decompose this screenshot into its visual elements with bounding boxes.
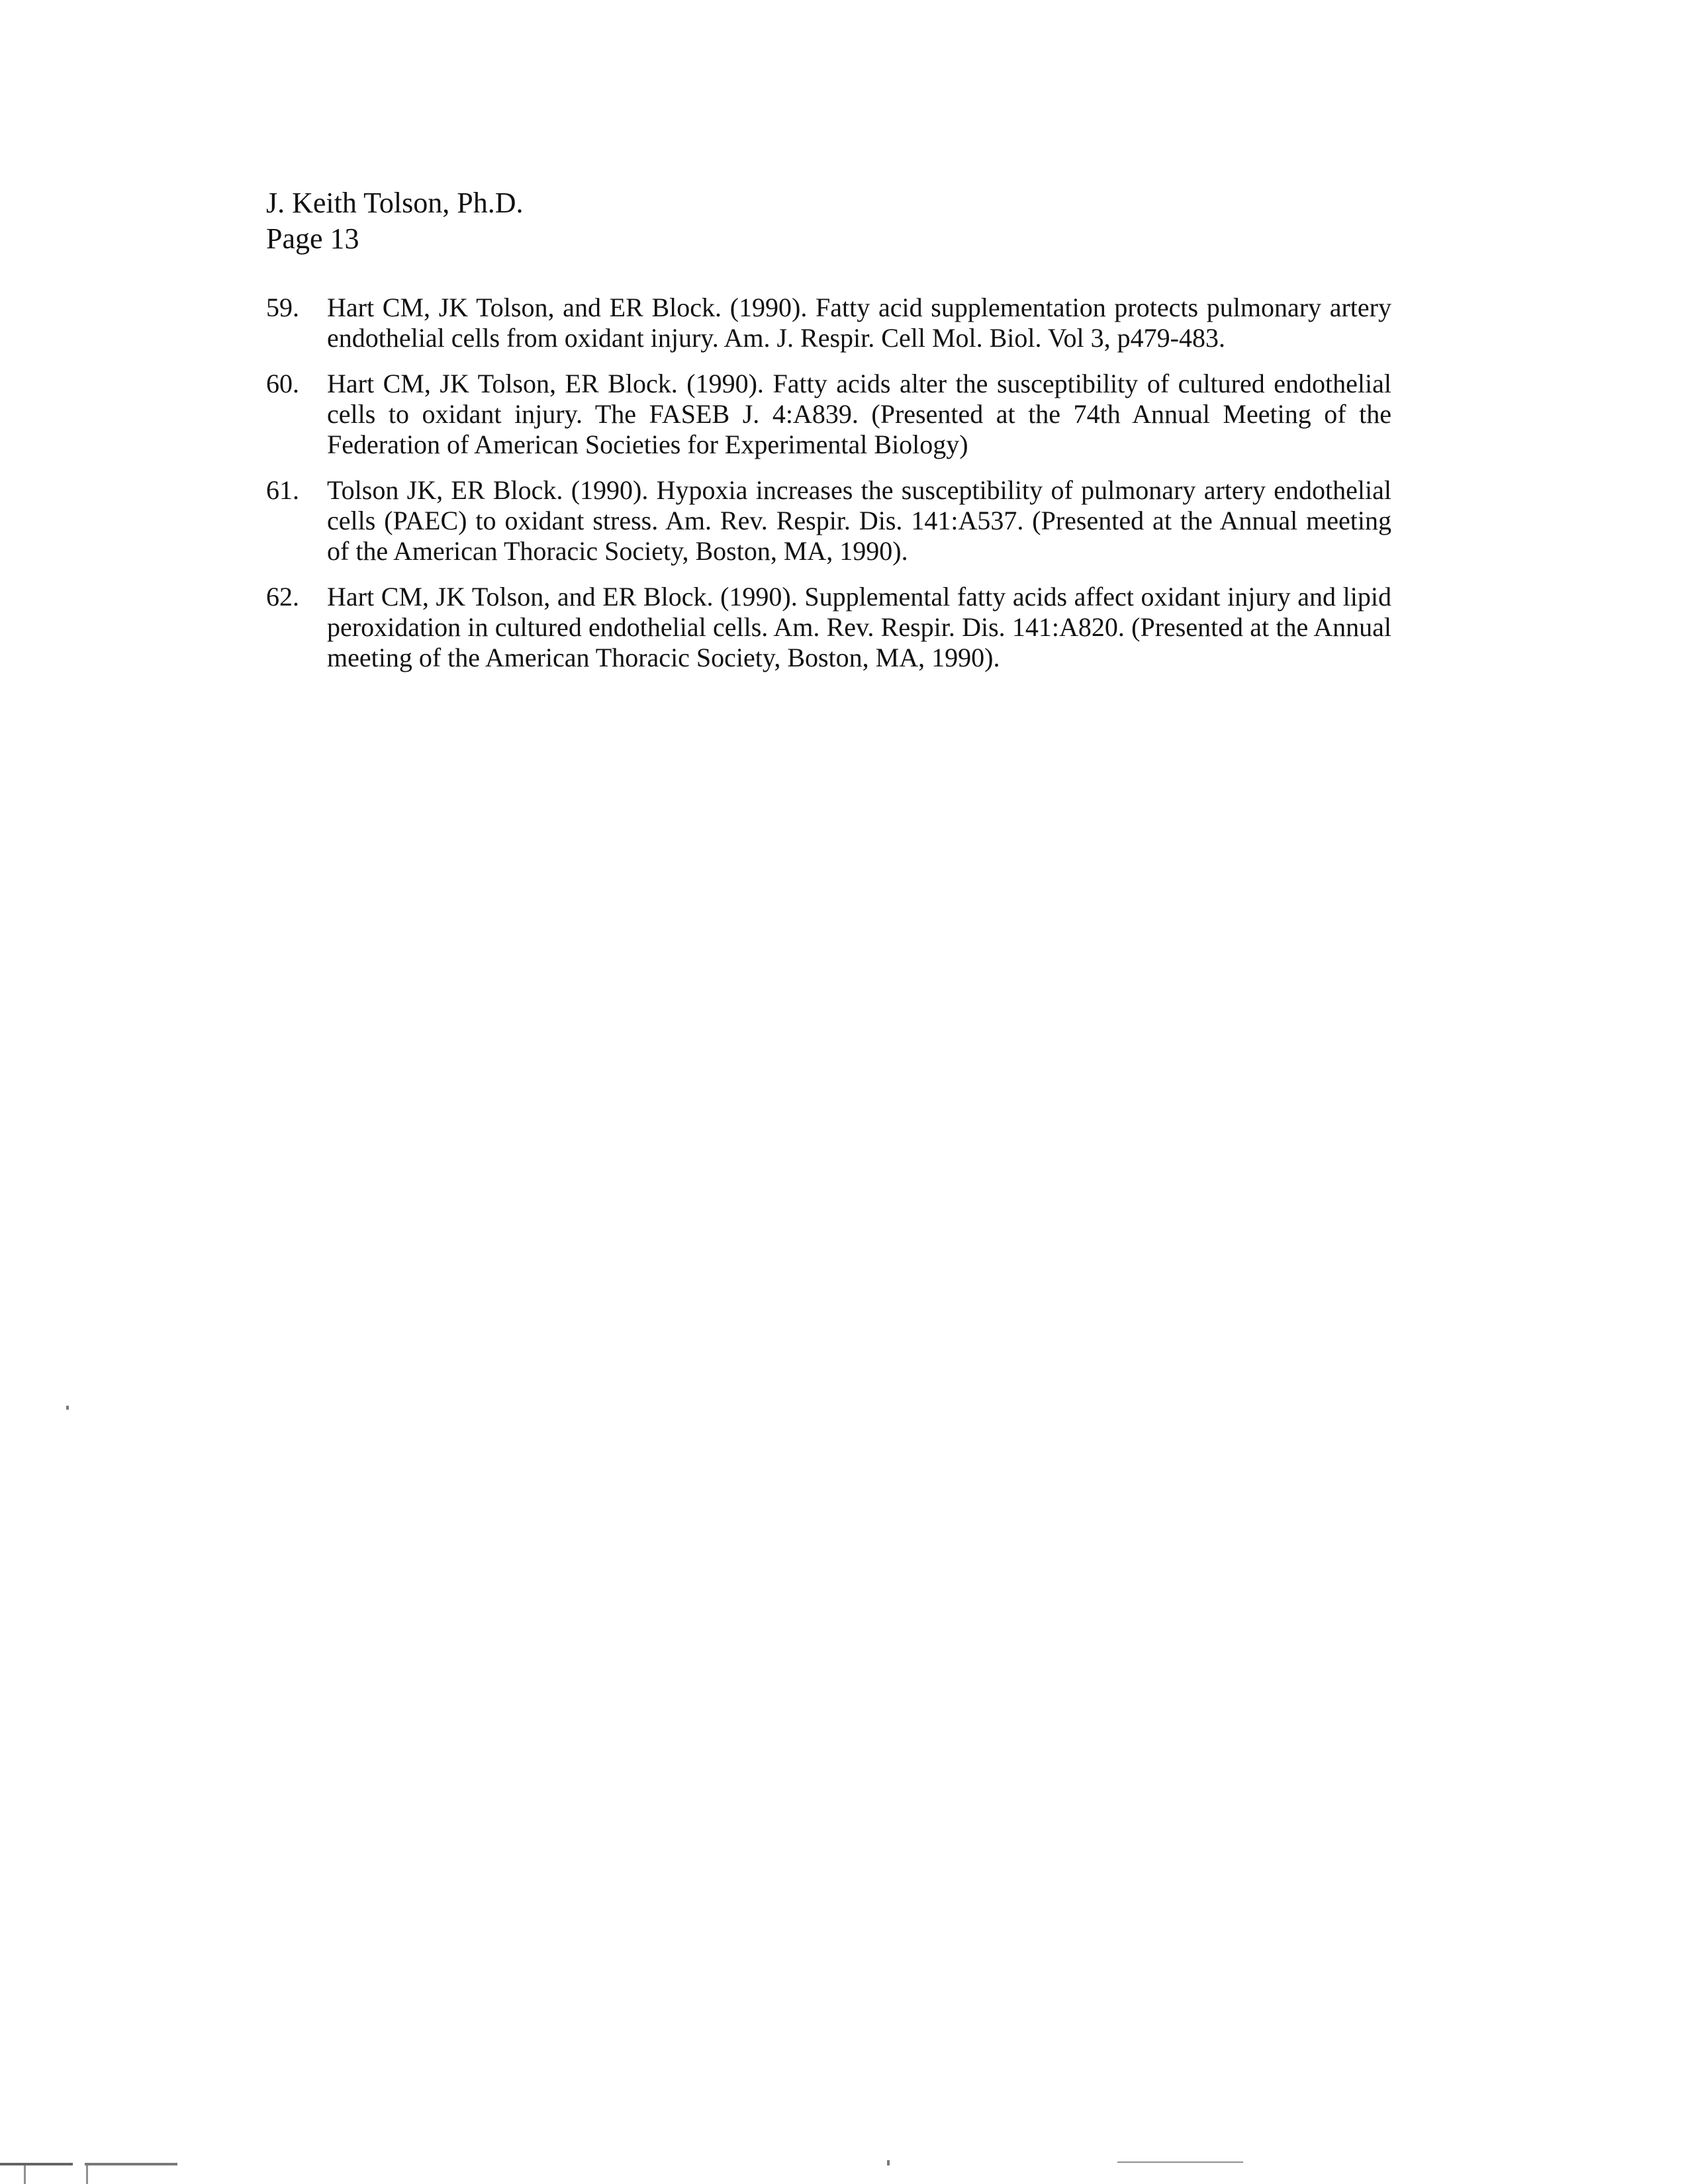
scan-artifact [85,2163,177,2165]
reference-text: Hart CM, JK Tolson, ER Block. (1990). Fatty acids alter the susceptibility of cultured endothelial cells to oxidant injury. The FASEB J. 4:A839. (Presented at the 74th Annual Meeting of the Federation of American Societies for Experimental Biology) [327,369,1391,459]
reference-list [266,293,1391,688]
reference-item [266,369,1391,460]
reference-item [266,582,1391,673]
scan-artifact [86,2165,88,2184]
reference-number: 62. [266,582,299,612]
scan-artifact [1117,2161,1243,2163]
reference-number: 59. [266,293,299,322]
scan-artifact [887,2160,890,2165]
reference-text: Tolson JK, ER Block. (1990). Hypoxia increases the susceptibility of pulmonary artery endothelial cells (PAEC) to oxidant stress. Am. Rev. Respir. Dis. 141:A537. (Presented at the Annual meeting of the American Thoracic Society, Boston, MA, 1990). [327,475,1391,566]
scan-artifact [0,2163,73,2165]
author-name: J. Keith Tolson, Ph.D. [266,187,524,219]
reference-number: 61. [266,475,299,505]
reference-number: 60. [266,369,299,398]
reference-text: Hart CM, JK Tolson, and ER Block. (1990). Fatty acid supplementation protects pulmonary artery endothelial cells from oxidant injury. Am. J. Respir. Cell Mol. Biol. Vol 3, p479-483. [327,293,1391,353]
reference-text: Hart CM, JK Tolson, and ER Block. (1990). Supplemental fatty acids affect oxidant injury and lipid peroxidation in cultured endothelial cells. Am. Rev. Respir. Dis. 141:A820. (Presented at the Annual meeting of the American Thoracic Society, Boston, MA, 1990). [327,582,1391,672]
scan-artifact [24,2165,26,2184]
scan-artifact [66,1406,69,1410]
reference-item [266,475,1391,567]
page-header [266,185,523,257]
reference-item [266,293,1391,353]
page-number: Page 13 [266,222,359,255]
